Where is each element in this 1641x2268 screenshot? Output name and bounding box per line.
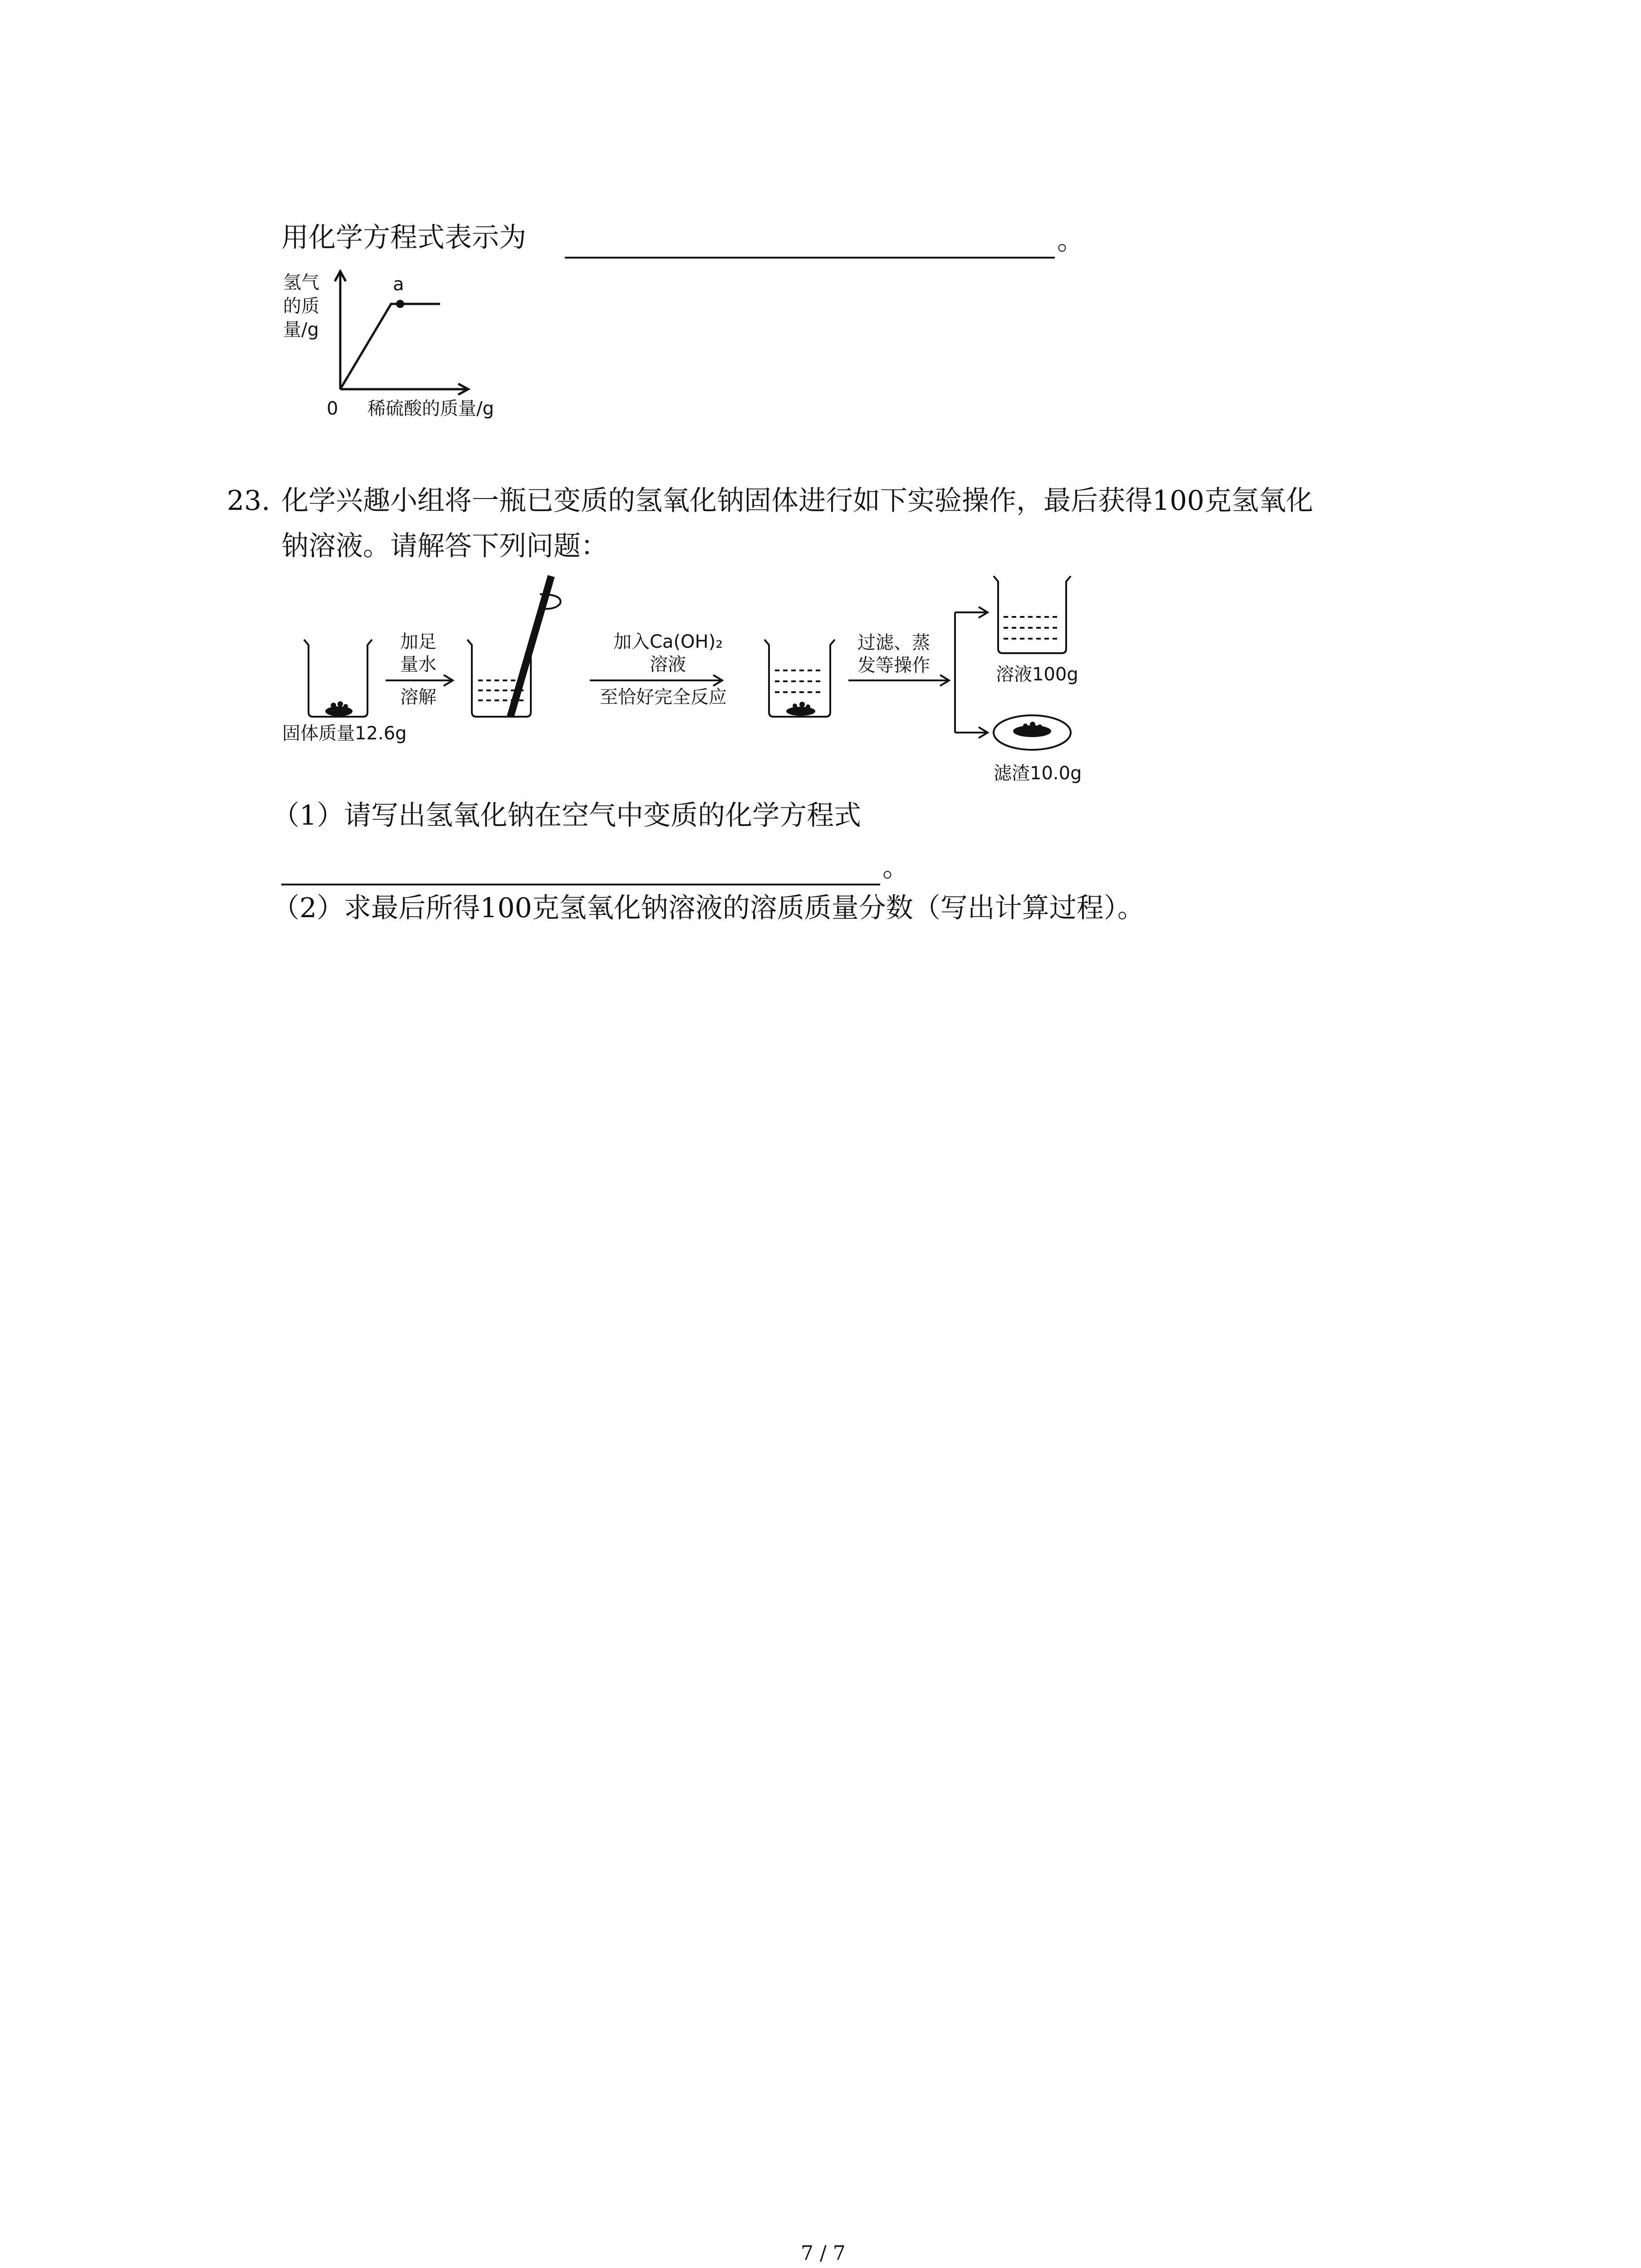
arrow-1 bbox=[386, 675, 453, 686]
step1-label-3: 溶解 bbox=[400, 687, 436, 708]
hydrogen-mass-graph bbox=[272, 263, 526, 426]
step1-label-1: 加足 bbox=[400, 631, 436, 652]
y-axis-label-2: 的质 bbox=[283, 296, 319, 317]
solid-mass-label: 固体质量12.6g bbox=[282, 723, 407, 744]
q23-sub1-prompt: （1）请写出氢氧化钠在空气中变质的化学方程式 bbox=[272, 800, 862, 831]
y-axis-label-3: 量/g bbox=[283, 319, 319, 340]
step2-label-1: 加入Ca(OH)₂ bbox=[613, 631, 723, 652]
point-a-label: a bbox=[393, 274, 404, 295]
x-axis-label: 稀硫酸的质量/g bbox=[367, 398, 494, 419]
y-axis-label-1: 氢气 bbox=[283, 272, 319, 293]
step3-label-1: 过滤、蒸 bbox=[857, 632, 930, 653]
arrow-2 bbox=[590, 675, 722, 686]
precipitate bbox=[786, 707, 815, 716]
solution-label: 溶液100g bbox=[996, 664, 1078, 685]
hydrogen-curve bbox=[340, 304, 440, 389]
q23-sub2-prompt: （2）求最后所得100克氢氧化钠溶液的溶质质量分数（写出计算过程）。 bbox=[272, 892, 1145, 924]
q22-equation-prompt: 用化学方程式表示为 bbox=[281, 222, 526, 254]
beaker-2 bbox=[467, 576, 560, 717]
beaker-4 bbox=[994, 576, 1071, 653]
step2-label-3: 至恰好完全反应 bbox=[600, 687, 727, 708]
branch-arrows bbox=[955, 607, 988, 738]
q23-stem-line2: 钠溶液。请解答下列问题： bbox=[281, 530, 608, 562]
q23-stem-line1: 化学兴趣小组将一瓶已变质的氢氧化钠固体进行如下实验操作，最后获得100克氢氧化 bbox=[281, 485, 1313, 517]
point-a-marker bbox=[396, 300, 404, 308]
step3-label-2: 发等操作 bbox=[857, 655, 930, 676]
solid-pile-1 bbox=[325, 706, 353, 716]
step1-label-2: 量水 bbox=[400, 654, 436, 675]
q23-sub1-end-mark: 。 bbox=[882, 851, 910, 883]
q23-sub1-answer-blank[interactable] bbox=[281, 884, 880, 885]
procedure-diagram bbox=[272, 567, 1134, 794]
q22-answer-blank[interactable] bbox=[565, 257, 1055, 259]
step2-label-2: 溶液 bbox=[650, 654, 686, 675]
page-number: 7 / 7 bbox=[801, 2242, 846, 2265]
origin-label: 0 bbox=[327, 398, 338, 419]
q23-number: 23. bbox=[227, 485, 270, 517]
residue-label: 滤渣10.0g bbox=[994, 763, 1082, 784]
q22-end-mark: 。 bbox=[1057, 225, 1084, 256]
